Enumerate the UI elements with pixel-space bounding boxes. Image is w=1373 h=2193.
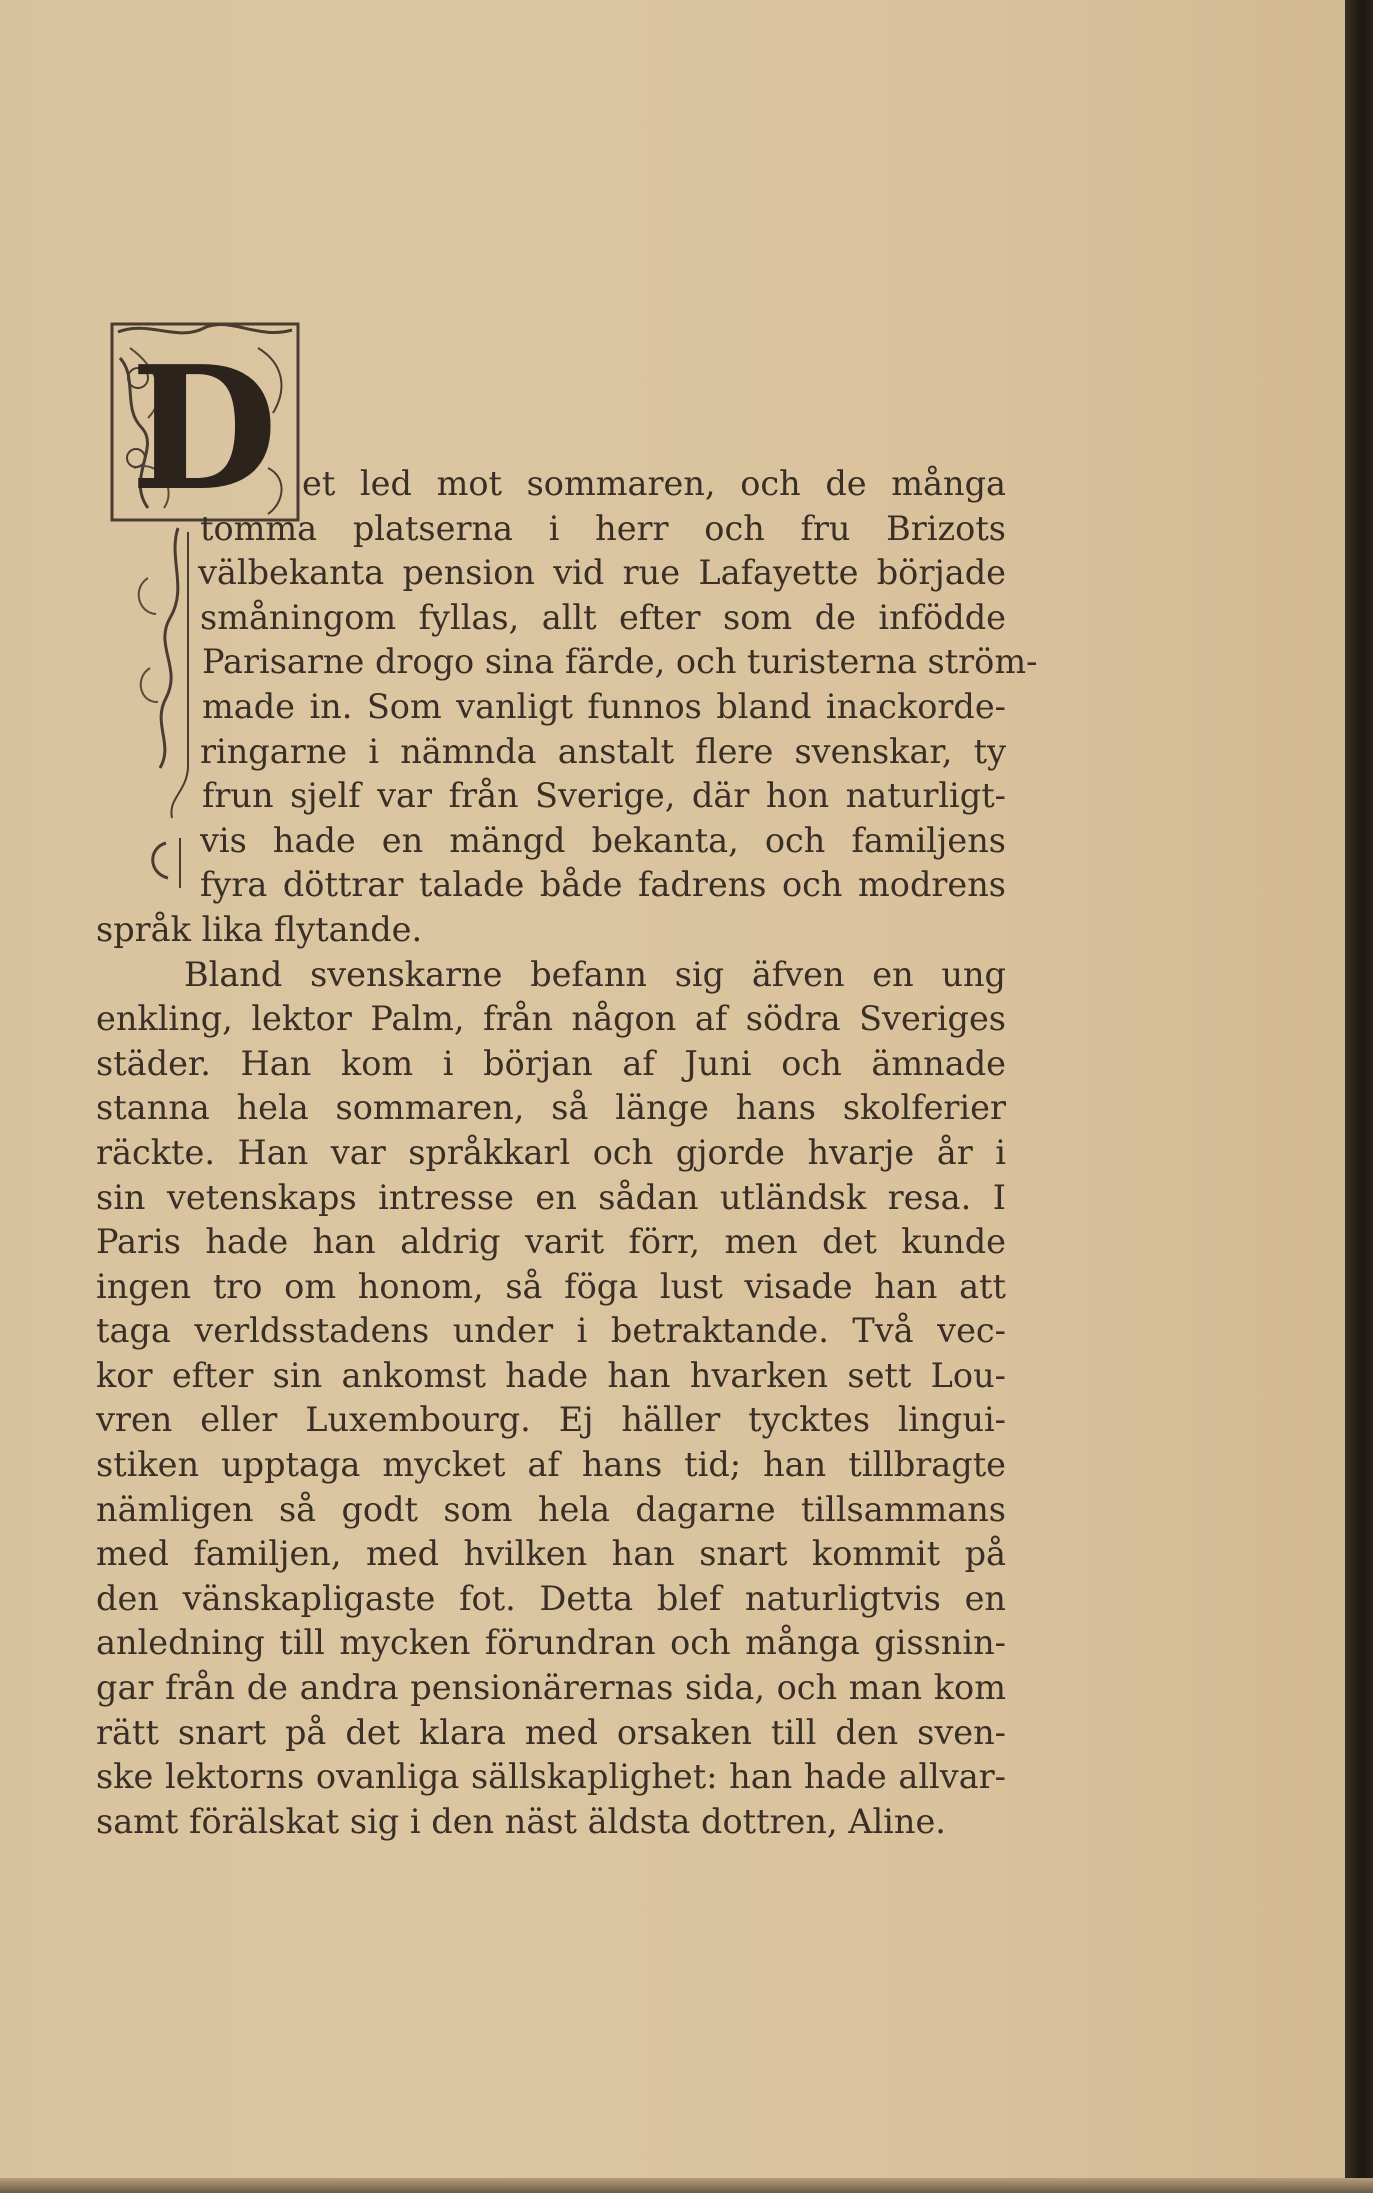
paragraph-2 xyxy=(96,953,1006,1845)
text-line: stiken upptaga mycket af hans tid; han tillbragte xyxy=(96,1445,1006,1485)
text-line: språk lika flytande. xyxy=(96,909,423,949)
text-line: räckte. Han var språkkarl och gjorde hvarje år i xyxy=(96,1132,1006,1172)
text-line: ringarne i nämnda anstalt flere svenskar, ty xyxy=(200,731,1006,771)
text-line: kor efter sin ankomst hade han hvarken sett Lou- xyxy=(96,1355,1006,1395)
text-line: samt förälskat sig i den näst äldsta dottren, Aline. xyxy=(96,1801,946,1841)
text-line: välbekanta pension vid rue Lafayette började xyxy=(198,553,1006,593)
text-line: et led mot sommaren, och de många xyxy=(302,464,1006,503)
text-line: vren eller Luxembourg. Ej häller tycktes lingui- xyxy=(96,1400,1006,1440)
text-line: Parisarne drogo sina färde, och turisterna ström- xyxy=(202,642,1038,682)
text-line: Paris hade han aldrig varit förr, men det kunde xyxy=(96,1222,1006,1262)
text-line: made in. Som vanligt funnos bland inackorde- xyxy=(202,686,1006,726)
text-line: städer. Han kom i början af Juni och ämnade xyxy=(96,1043,1006,1083)
text-line: småningom fyllas, allt efter som de infödde xyxy=(200,597,1006,637)
text-line: stanna hela sommaren, så länge hans skolferier xyxy=(96,1088,1006,1128)
text-line: enkling, lektor Palm, från någon af södra Sveriges xyxy=(96,999,1006,1039)
text-line: anledning till mycken förundran och många gissnin- xyxy=(96,1623,1006,1663)
text-line: med familjen, med hvilken han snart kommit på xyxy=(96,1534,1006,1574)
text-line: frun sjelf var från Sverige, där hon naturligt- xyxy=(202,776,1006,816)
paragraph-1 xyxy=(96,462,1038,953)
text-line: ingen tro om honom, så föga lust visade han att xyxy=(96,1266,1006,1306)
text-line: Bland svenskarne befann sig äfven en ung xyxy=(184,954,1006,994)
text-line: rätt snart på det klara med orsaken till den sven- xyxy=(96,1712,1006,1752)
page-edge-shadow xyxy=(1345,0,1373,2193)
text-line: den vänskapligaste fot. Detta blef naturligtvis en xyxy=(96,1578,1006,1618)
page-bottom-edge xyxy=(0,2178,1373,2193)
text-line: tomma platserna i herr och fru Brizots xyxy=(200,508,1006,548)
text-line: gar från de andra pensionärernas sida, och man kom xyxy=(96,1668,1006,1708)
text-line: nämligen så godt som hela dagarne tillsammans xyxy=(96,1489,1006,1529)
text-line: vis hade en mängd bekanta, och familjens xyxy=(200,820,1006,860)
text-line: taga verldsstadens under i betraktande. Två vec- xyxy=(96,1311,1006,1351)
text-line: sin vetenskaps intresse en sådan utländsk resa. I xyxy=(96,1177,1006,1217)
text-line: ske lektorns ovanliga sällskaplighet: han hade allvar- xyxy=(96,1757,1006,1797)
body-text xyxy=(96,462,1038,1844)
initial-letter: D xyxy=(130,329,278,528)
text-line: fyra döttrar talade både fadrens och modrens xyxy=(200,865,1006,905)
